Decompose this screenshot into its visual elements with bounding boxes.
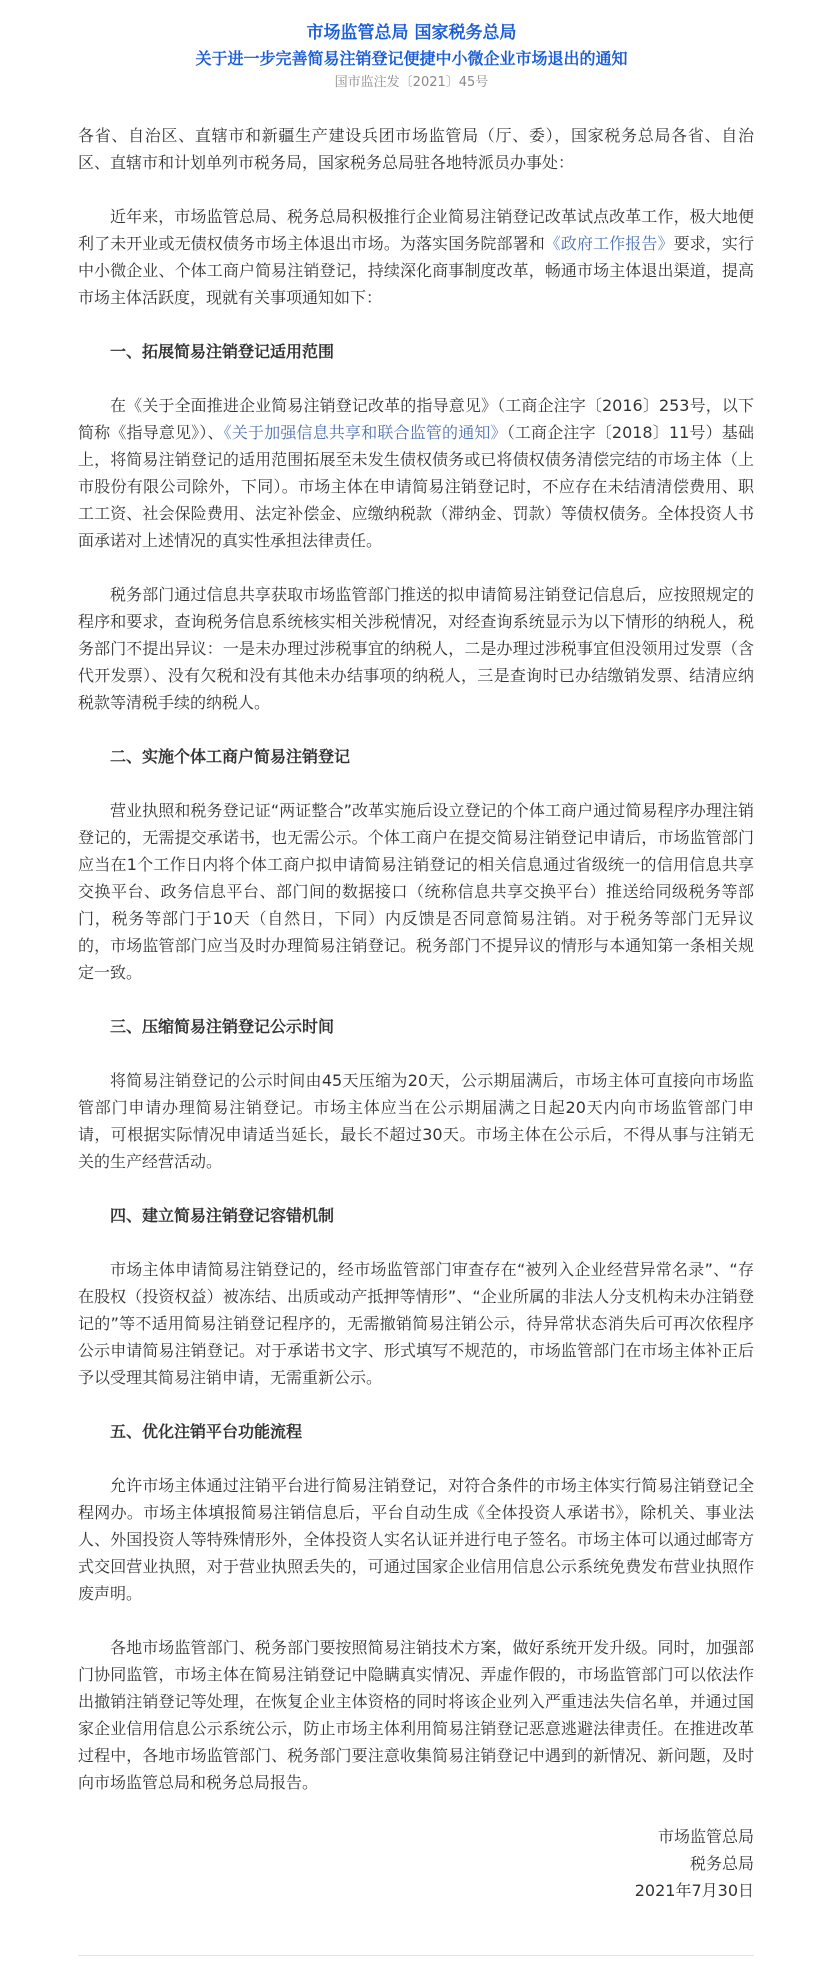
section-2-heading: 二、实施个体工商户简易注销登记 (110, 747, 351, 766)
section-4-paragraph-1: 市场主体申请简易注销登记的，经市场监管部门审查存在“被列入企业经营异常名录”、“存在股权（投资权益）被冻结、出质或动产抵押等情形”、“企业所属的非法人分支机构未办注销登记的”等不适用简易注销登记程序的，无需撤销简易注销公示，待异常状态消失后可再次依程序公示申请简易注销登记。对于承诺书文字、形式填写不规范的，市场监管部门在市场主体补正后予以受理其简易注销申请，无需重新公示。 (78, 1260, 754, 1387)
section-1-text-a: 在《关于全面推进企业简易注销登记改革的指导意见》（工商企注字〔2016〕253号，以下简称《指导意见》）、 (78, 396, 754, 442)
government-work-report-link[interactable]: 《政府工作报告》 (544, 234, 674, 253)
closing-paragraph: 各地市场监管部门、税务部门要按照简易注销技术方案，做好系统开发升级。同时，加强部门协同监管，市场主体在简易注销登记中隐瞒真实情况、弄虚作假的，市场监管部门可以依法作出撤销注销登记等处理，在恢复企业主体资格的同时将该企业列入严重违法失信名单，并通过国家企业信用信息公示系统公示，防止市场主体利用简易注销登记恶意逃避法律责任。在推进改革过程中，各地市场监管部门、税务部门要注意收集简易注销登记中遇到的新情况、新问题，及时向市场监管总局和税务总局报告。 (78, 1638, 754, 1792)
section-3-paragraph-1: 将简易注销登记的公示时间由45天压缩为20天，公示期届满后，市场主体可直接向市场监管部门申请办理简易注销登记。市场主体应当在公示期届满之日起20天内向市场监管部门申请，可根据实际情况申请适当延长，最长不超过30天。市场主体在公示后，不得从事与注销无关的生产经营活动。 (78, 1071, 754, 1171)
footer-divider (78, 1955, 754, 1956)
intro-text-1: 近年来，市场监管总局、税务总局积极推行企业简易注销登记改革试点改革工作，极大地便利了未开业或无债权债务市场主体退出市场。为落实国务院部署和 (78, 207, 754, 253)
section-2-paragraph-1: 营业执照和税务登记证“两证整合”改革实施后设立登记的个体工商户通过简易程序办理注销登记的，无需提交承诺书，也无需公示。个体工商户在提交简易注销登记申请后，市场监管部门应当在1个工作日内将个体工商户拟申请简易注销登记的相关信息通过省级统一的信用信息共享交换平台、政务信息平台、部门间的数据接口（统称信息共享交换平台）推送给同级税务等部门，税务等部门于10天（自然日，下同）内反馈是否同意简易注销。对于税务等部门无异议的，市场监管部门应当及时办理简易注销登记。税务部门不提异议的情形与本通知第一条相关规定一致。 (78, 801, 754, 982)
section-1-heading: 一、拓展简易注销登记适用范围 (110, 342, 335, 361)
signature-block (78, 1823, 754, 1904)
section-4-heading: 四、建立简易注销登记容错机制 (110, 1206, 335, 1225)
document-number: 国市监注发〔2021〕45号 (334, 75, 489, 90)
info-sharing-notice-link[interactable]: 《关于加强信息共享和联合监管的通知》 (223, 423, 507, 442)
document-title: 关于进一步完善简易注销登记便捷中小微企业市场退出的通知 (195, 49, 628, 68)
issuers-line: 市场监管总局 国家税务总局 (306, 23, 517, 43)
signature-date: 2021年7月30日 (634, 1881, 754, 1900)
intro-paragraph (78, 203, 754, 311)
intro-text-2: 要求，实行中小微企业、个体工商户简易注销登记，持续深化商事制度改革，畅通市场主体退出渠道，提高市场主体活跃度，现就有关事项通知如下： (78, 234, 754, 307)
salutation: 各省、自治区、直辖市和新疆生产建设兵团市场监管局（厅、委），国家税务总局各省、自治区、直辖市和计划单列市税务局，国家税务总局驻各地特派员办事处： (78, 126, 754, 172)
section-5-heading: 五、优化注销平台功能流程 (110, 1422, 303, 1441)
section-1-paragraph-1 (78, 392, 754, 554)
section-1-paragraph-2: 税务部门通过信息共享获取市场监管部门推送的拟申请简易注销登记信息后，应按照规定的程序和要求，查询税务信息系统核实相关涉税情况，对经查询系统显示为以下情形的纳税人，税务部门不提出异议：一是未办理过涉税事宜的纳税人，二是办理过涉税事宜但没领用过发票（含代开发票）、没有欠税和没有其他未办结事项的纳税人，三是查询时已办结缴销发票、结清应纳税款等清税手续的纳税人。 (78, 585, 754, 712)
document-body (78, 122, 754, 1904)
signature-org-2: 税务总局 (689, 1854, 754, 1873)
section-5-paragraph-1: 允许市场主体通过注销平台进行简易注销登记，对符合条件的市场主体实行简易注销登记全程网办。市场主体填报简易注销信息后，平台自动生成《全体投资人承诺书》，除机关、事业法人、外国投资人等特殊情形外，全体投资人实名认证并进行电子签名。市场主体可以通过邮寄方式交回营业执照，对于营业执照丢失的，可通过国家企业信用信息公示系统免费发布营业执照作废声明。 (78, 1476, 754, 1603)
section-1-text-b: （工商企注字〔2018〕11号）基础上，将简易注销登记的适用范围拓展至未发生债权债务或已将债权债务清偿完结的市场主体（上市股份有限公司除外，下同）。市场主体在申请简易注销登记时，不应存在未结清清偿费用、职工工资、社会保险费用、法定补偿金、应缴纳税款（滞纳金、罚款）等债权债务。全体投资人书面承诺对上述情况的真实性承担法律责任。 (78, 423, 754, 550)
signature-org-1: 市场监管总局 (657, 1827, 754, 1846)
section-3-heading: 三、压缩简易注销登记公示时间 (110, 1017, 335, 1036)
document-header (0, 0, 823, 94)
